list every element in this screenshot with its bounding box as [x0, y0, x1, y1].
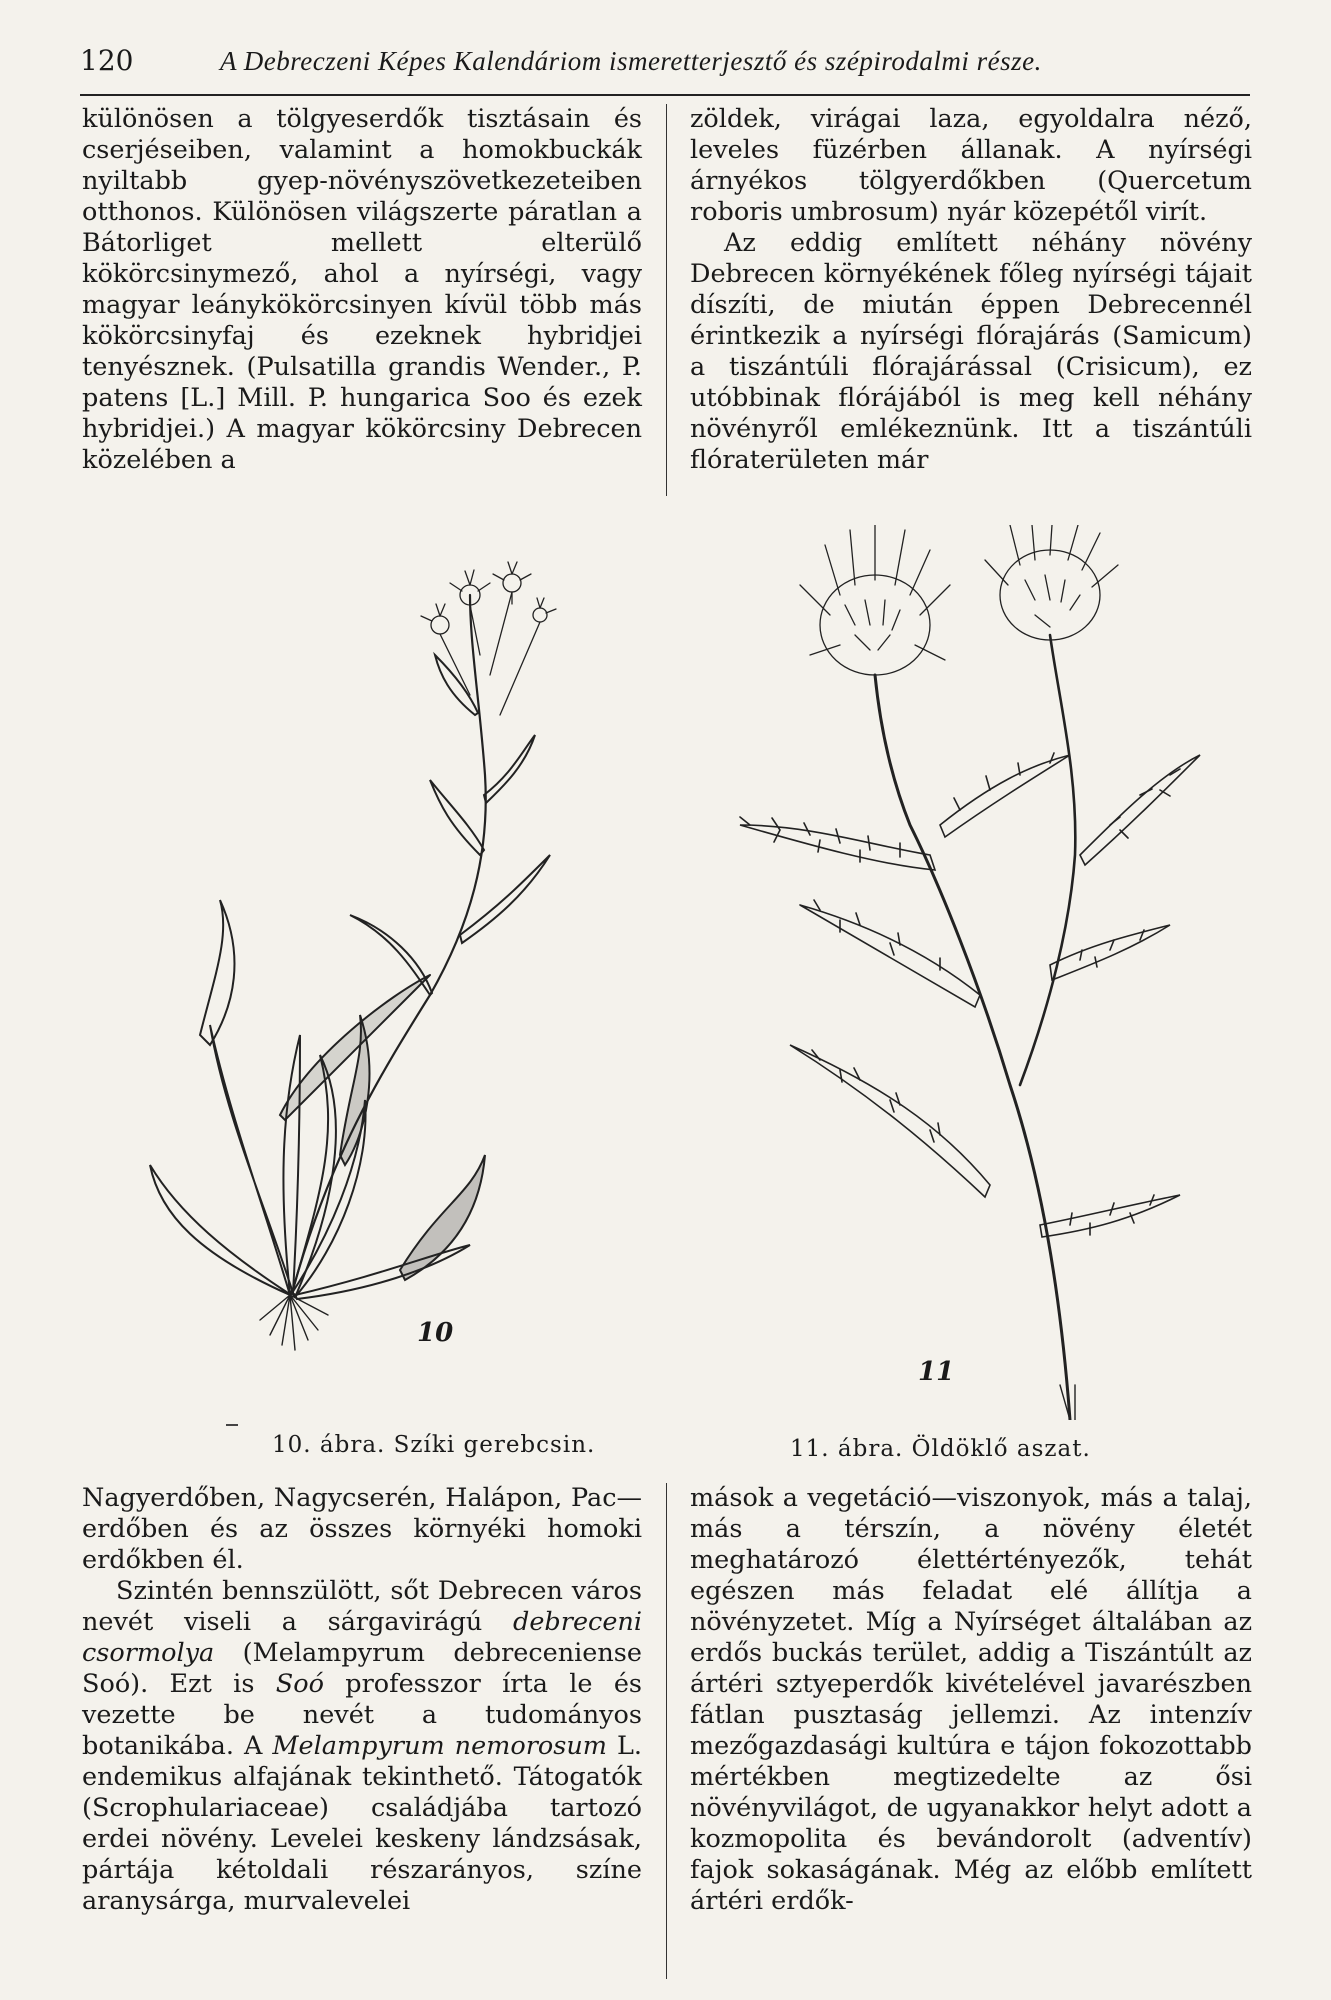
italic-term: debreceni csormolya: [82, 1607, 642, 1668]
running-title: A Debreczeni Képes Kalendáriom ismeretterjesztő és szépirodalmi része.: [220, 46, 1042, 76]
bottom-right-column: [690, 1483, 1252, 1917]
top-right-column: [690, 104, 1252, 476]
page-header: [80, 44, 1250, 96]
top-left-column: [82, 104, 642, 476]
bottom-left-column: [82, 1483, 642, 1917]
figure-10-illustration: [140, 555, 660, 1375]
column-divider: [666, 1483, 667, 1979]
text-run: (Melampyrum debreceniense Soó). Ezt is: [82, 1638, 642, 1699]
text-run: L. endemikus alfajának tekinthető. Tátogatók (Scrophulariaceae) családjába tartozó erdei növény. Levelei keskeny lándzsásak, pártája kétoldali részarányos, színe aranysárga, murvalevelei: [82, 1731, 642, 1916]
paragraph: [82, 1576, 642, 1917]
paragraph: Az eddig említett néhány növény Debrecen környékének főleg nyírségi tájait díszíti, de miután éppen Debrecennél érintkezik a nyírségi flórajárás (Samicum) a tiszántúli flórajárással (Crisicum), ez utóbbinak flórájából is meg kell néhány növényről emlékeznünk. Itt a tiszántúli flóraterületen már: [690, 228, 1252, 475]
text-run: Szintén bennszülött, sőt Debrecen város nevét viseli a sárgavirágú: [82, 1576, 642, 1637]
paragraph: mások a vegetáció—viszonyok, más a talaj, más a térszín, a növény életét meghatározó élettértényezők, tehát egészen más feladat elé állítja a növényzetet. Míg a Nyírséget általában az erdős buckás terület, addig a Tiszántúlt az ártéri sztyeperdők kivételével javarészben fátlan pusztaság jellemzi. Az intenzív mezőgazdasági kultúra e tájon fokozottabb mértékben megtizedelte az ősi növényvilágot, de ugyanakkor helyt adott a kozmopolita és bevándorolt (adventív) fajok sokaságának. Még az előbb említett ártéri erdők-: [690, 1483, 1252, 1916]
figure-11-illustration: [690, 525, 1270, 1420]
paragraph: zöldek, virágai laza, egyoldalra néző, leveles füzérben állanak. A nyírségi árnyékos tölgyerdőkben (Quercetum roboris umbrosum) nyár közepétől virít.: [690, 104, 1252, 227]
page-number: 120: [80, 44, 134, 77]
italic-term: Melampyrum nemorosum: [272, 1731, 607, 1761]
paragraph: Nagyerdőben, Nagycserén, Halápon, Pac—erdőben és az összes környéki homoki erdőkben él.: [82, 1483, 642, 1575]
figure-10-number: 10: [417, 1318, 454, 1348]
italic-term: Soó: [275, 1669, 324, 1699]
stray-mark: [226, 1424, 238, 1426]
figure-11-caption: 11. ábra. Öldöklő aszat.: [790, 1436, 1091, 1462]
figure-11-number: 11: [918, 1357, 955, 1387]
paragraph: különösen a tölgyeserdők tisztásain és cserjéseiben, valamint a homokbuckák nyiltabb gyep-növényszövetkezeteiben otthonos. Különösen világszerte páratlan a Bátorliget mellett elterülő kökörcsinymező, ahol a nyírségi, vagy magyar leánykökörcsinyen kívül több más kökörcsinyfaj és ezeknek hybridjei tenyésznek. (Pulsatilla grandis Wender., P. patens [L.] Mill. P. hungarica Soo és ezek hybridjei.) A magyar kökörcsiny Debrecen közelében a: [82, 104, 642, 475]
text-run: professzor írta le és vezette be nevét a tudományos botanikába. A: [82, 1669, 642, 1761]
figure-10-caption: 10. ábra. Szíki gerebcsin.: [272, 1432, 596, 1458]
column-divider: [666, 104, 667, 496]
